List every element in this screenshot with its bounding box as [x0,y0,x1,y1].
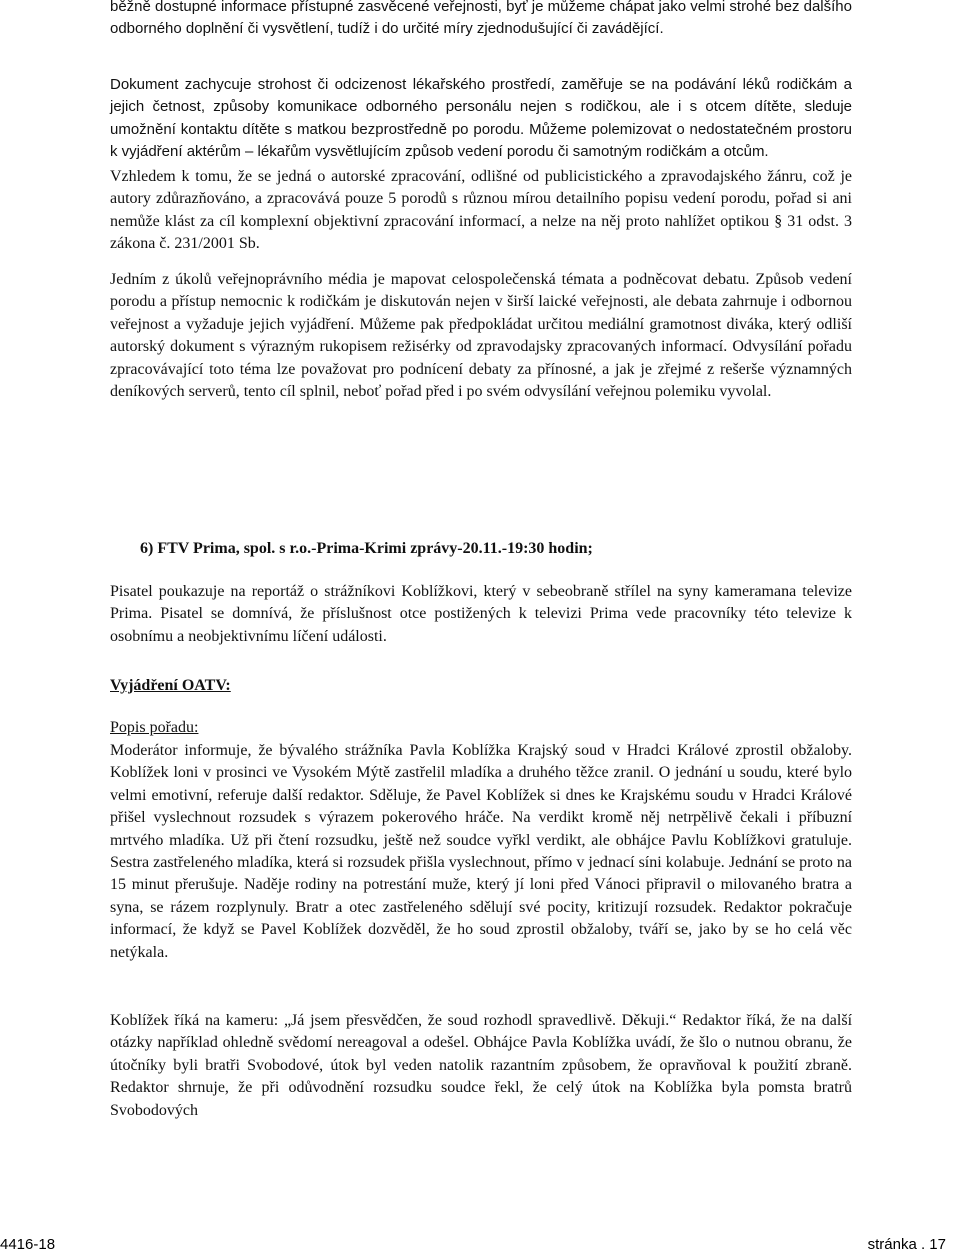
paragraph-genre-note [110,166,852,256]
text-desc-1a: Moderátor informuje, že bývalého strážníka Pavla Koblížka Krajský soud v Hradci Králové zprostil obžaloby. [110,742,852,759]
paragraph-intro-continued [110,0,852,41]
text-desc-1h: Jednání se proto na 15 minut přerušuje. [110,854,853,894]
text-desc-1i: Naděje rodiny na potrestání muže, který jí loni před Vánoci připravil o milovaného bratra a syna, se rázem rozplynuly. [110,876,853,916]
paragraph-documentary-analysis [110,74,852,164]
text-desc-2b: Redaktor říká, že na další otázky například ohledně svědomí nereagoval a odešel. [110,1012,853,1052]
paragraph-description [110,740,852,964]
paragraph-complaint [110,581,852,648]
text-desc-1c: O jednání u soudu, které bylo velmi emotivní, referuje další redaktor. [110,764,853,804]
text-p1: běžně dostupné informace přístupné zasvěcené veřejnosti, byť je můžeme chápat jako velmi strohé bez dalšího odborného doplnění či vysvětlení, tudíž i do určité míry zjednodušující či zavádějící. [110,0,852,38]
section-title: 6) FTV Prima, spol. s r.o.-Prima-Krimi zprávy-20.11.-19:30 hodin; [140,540,593,557]
text-desc-1g: Sestra zastřeleného mladíka, která si rozsudek přišla vyslechnout, přímo v jednací síni kolabuje. [110,854,725,872]
oatv-heading: Vyjádření OATV: [110,677,231,694]
text-p3b: Způsob vedení porodu a přístup nemocnic k rodičkám je diskutován nejen v širší laické veřejnosti, ale debata zahrnuje i odbornou veřejnost a vyžaduje jejich vyjádření. Můžeme pak předpokládat určitou mediální gramotnost diváka, který odliší autorský dokument s výrazným rukopisem režisérky od zpravodajsky zpracovaných informací. [110,271,853,356]
text-desc-1b: Koblížek loni v prosinci ve Vysokém Mýtě zastřelil mladíka a druhého těžce zranil. [110,764,654,782]
text-complaint-a: Pisatel poukazuje na reportáž o strážníkovi Koblížkovi, který v sebeobraně střílel na syny kameramana televize Prima. [110,583,852,623]
text-p2: Dokument zachycuje strohost či odcizenost lékařského prostředí, zaměřuje se na podávání léků rodičkám a jejich četnost, způsoby komunikace odborného personálu nejen s rodičkou, ale i s otcem dítěte, sleduje umožnění kontaktu dítěte s matkou bezprostředně po porodu. Můžeme polemizovat o nedostatečném prostoru k vyjádření aktérům – lékařům vysvětlujícím způsob vedení porodu či samotným rodičkám a otcům. [110,76,852,161]
paragraph-description-continued [110,1010,852,1122]
text-p2b: Vzhledem k tomu, že se jedná o autorské zpracování, odlišné od publicistického a zpravodajského žánru, což je autory zdůrazňováno, a zpracovává pouze 5 porodů s různou mírou detailního popisu vedení porodu, pořad si ani nemůže klást za cíl komplexní objektivní zpracování informací, a nelze na něj proto nahlížet optikou § 31 odst. 3 zákona č. 231/2001 Sb. [110,168,852,253]
text-desc-2d: Redaktor shrnuje, že při odůvodnění rozsudku soudce řekl, že celý útok na Koblížka byla pomsta bratrů Svobodových [110,1079,852,1119]
description-label: Popis pořadu: [110,719,199,736]
text-desc-1d: Sděluje, že Pavel Koblížek si dnes ke Krajskému soudu v Hradci Králové přišel vyslechnout rozsudek s výrazem pokerového hráče. [110,786,853,827]
text-desc-1j: Bratr a otec zastřeleného sdělují své pocity, kritizují rozsudek. [295,898,717,916]
text-desc-1f: Už při čtení rozsudku, ještě než soudce vyřkl verdikt, ale obhájce Pavlu Koblížkovi gratuluje. [230,831,852,849]
footer-doc-number: 4416-18 [0,1236,56,1253]
text-desc-2c: Obhájce Pavla Koblížka uvádí, že šlo o nutnou obranu, že útočníky byli bratři Svobodové, útok byl veden natolik razantním způsobem, že opravňoval k použití zbraně. [110,1034,853,1074]
text-p3c: Odvysílání pořadu zpracovávající toto téma lze považovat pro podnícení debaty za přínosné, a jak je zřejmé z rešerše významných deníkových serverů, tento cíl splnil, neboť pořad před i po svém odvysílání veřejnou polemiku vyvolal. [110,338,853,401]
text-desc-1k: Redaktor pokračuje informací, že když se Pavel Koblížek dozvěděl, že ho soud zprostil obžaloby, tváří se, jako by se ho celá věc netýkala. [110,898,853,961]
text-p3a: Jedním z úkolů veřejnoprávního média je mapovat celospolečenská témata a podněcovat debatu. [110,271,750,288]
text-desc-2a: Koblížek říká na kameru: „Já jsem přesvědčen, že soud rozhodl spravedlivě. Děkuji.“ [110,1012,677,1029]
text-desc-1e: Na verdikt kromě něj netrpělivě čekali i příbuzní mrtvého mladíka. [110,809,853,849]
document-page [110,0,852,1249]
paragraph-public-media [110,269,852,403]
text-complaint-b: Pisatel se domnívá, že příslušnost otce postižených k televizi Prima vede pracovníky této televize k osobnímu a neobjektivnímu líčení události. [110,605,852,645]
footer-page-number: stránka . 17 [867,1236,946,1253]
